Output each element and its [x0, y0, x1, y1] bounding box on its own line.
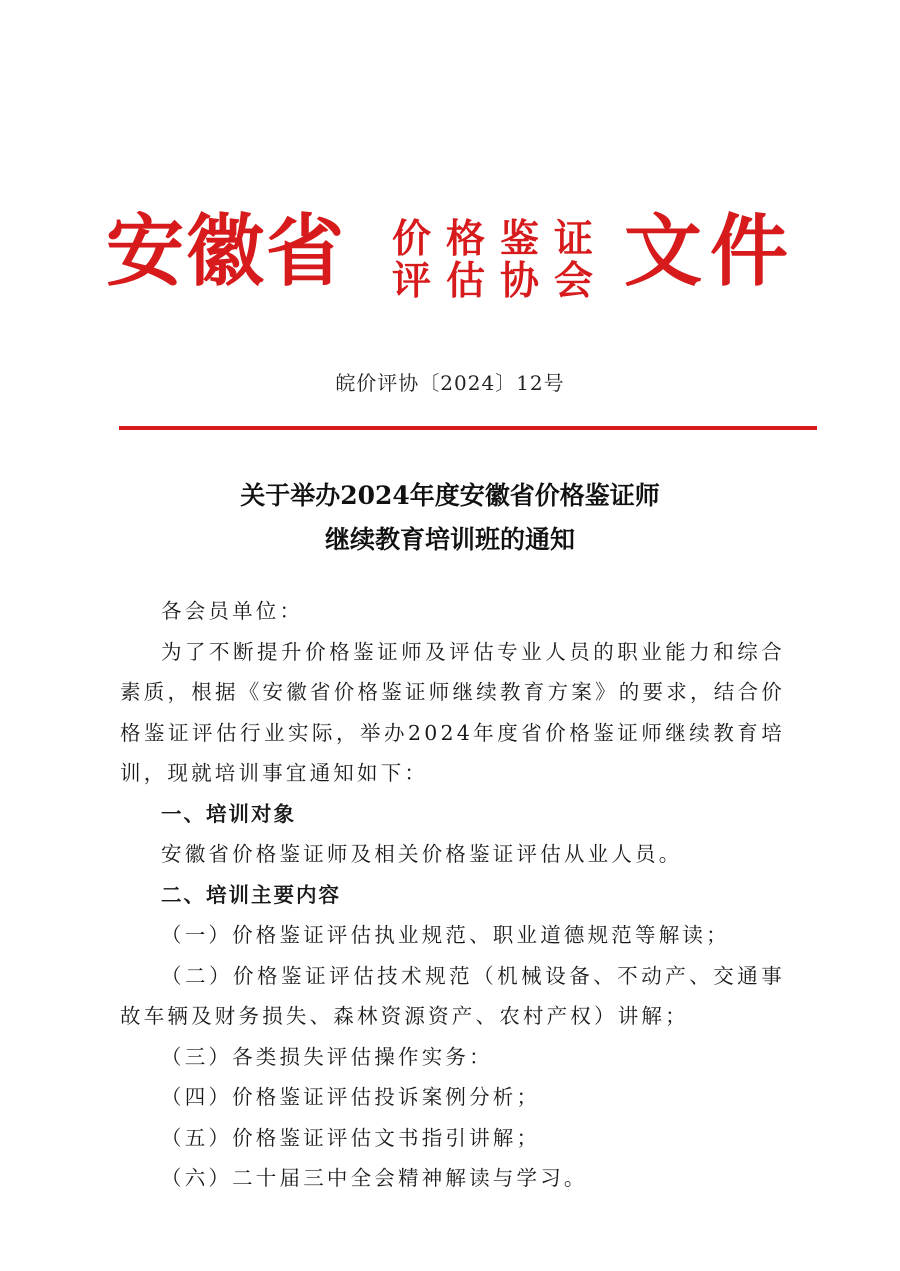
content-item: （四）价格鉴证评估投诉案例分析； — [161, 1085, 541, 1109]
red-divider — [119, 426, 817, 430]
letterhead-document: 文件 — [624, 206, 797, 297]
letterhead-org-line2: 评估协会 — [392, 258, 609, 304]
document-number: 皖价评协〔2024〕12号 — [335, 371, 565, 395]
section-heading-training-content: 二、培训主要内容 — [161, 882, 341, 907]
content-item: （一）价格鉴证评估执业规范、职业道德规范等解读； — [161, 923, 730, 947]
notice-title-line1: 关于举办2024年度安徽省价格鉴证师 — [240, 481, 660, 510]
notice-title-line2: 继续教育培训班的通知 — [324, 525, 575, 554]
letterhead-organization — [392, 218, 612, 302]
content-item: （五）价格鉴证评估文书指引讲解； — [161, 1125, 541, 1150]
content-item: （二）价格鉴证评估技术规范（机械设备、不动产、交通事故车辆及财务损失、森林资源资产、农村产权）讲解； — [120, 963, 785, 1028]
section-heading-training-targets: 一、培训对象 — [161, 801, 296, 826]
notice-body — [120, 591, 785, 1199]
notice-title — [0, 474, 900, 562]
section-text-training-targets: 安徽省价格鉴证师及相关价格鉴证评估从业人员。 — [161, 842, 683, 866]
intro-paragraph: 为了不断提升价格鉴证师及评估专业人员的职业能力和综合素质，根据《安徽省价格鉴证师继续教育方案》的要求，结合价格鉴证评估行业实际，举办2024年度省价格鉴证师继续教育培训，现就培训事宜通知如下： — [120, 639, 785, 785]
letterhead-province: 安徽省 — [106, 206, 347, 297]
content-item: （三）各类损失评估操作实务： — [161, 1044, 493, 1069]
salutation: 各会员单位： — [161, 599, 304, 623]
letterhead-org-line1: 价格鉴证 — [392, 216, 609, 262]
content-item: （六）二十届三中全会精神解读与学习。 — [161, 1166, 588, 1190]
letterhead — [0, 204, 900, 304]
